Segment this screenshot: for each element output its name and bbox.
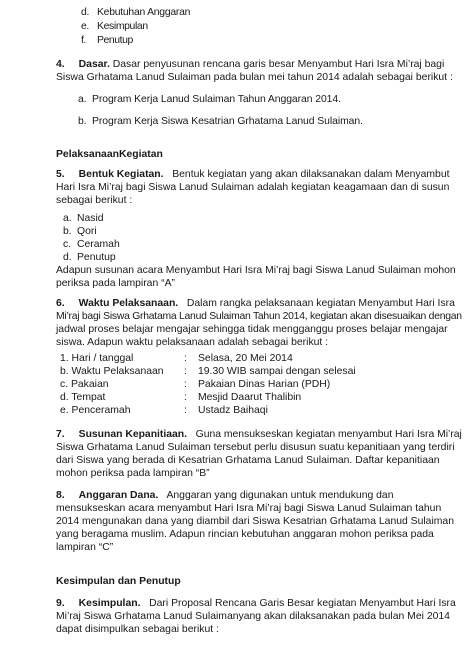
paragraph-heading: Bentuk Kegiatan. xyxy=(78,169,164,180)
paragraph-heading: Waktu Pelaksanaan. xyxy=(78,298,179,309)
paragraph-number: 7. xyxy=(56,429,65,440)
paragraph-number: 9. xyxy=(56,598,65,609)
paragraph-text: Guna mensukseskan kegiatan menyambut Hari Isra Mi’raj xyxy=(195,429,462,440)
paragraph-text: sebagai berikut : xyxy=(56,195,133,206)
paragraph-text: mohon periksa pada lampiran “B” xyxy=(56,468,210,479)
schedule-colon: : xyxy=(184,353,187,364)
paragraph-text: dapat disimpulkan sebagai berikut : xyxy=(56,624,219,635)
paragraph-text: Siswa Grhatama Lanud Sulaiman tersebut perlu disusun suatu kepanitiaan yang terdiri xyxy=(56,442,455,453)
list-item xyxy=(63,251,451,264)
schedule-label: e. Penceramah xyxy=(60,405,131,416)
schedule-value: 19.30 WIB sampai dengan selesai xyxy=(198,366,356,377)
paragraph-text: siswa. Adapun waktu pelaksanaan adalah sebagai berikut : xyxy=(56,337,329,348)
list-item-text: Ceramah xyxy=(77,239,120,250)
schedule-value: Mesjid Daarut Thalibin xyxy=(198,392,302,403)
list-marker: d. xyxy=(81,7,90,18)
paragraph-dasar-line xyxy=(56,58,444,71)
paragraph-heading: Dasar. xyxy=(78,59,110,70)
paragraph-heading: Kesimpulan. xyxy=(78,598,141,609)
list-marker: e. xyxy=(81,21,89,32)
schedule-label: b. Waktu Pelaksanaan xyxy=(60,366,164,377)
list-item-text: Kesimpulan xyxy=(97,21,148,32)
schedule-label: d. Tempat xyxy=(60,392,106,403)
paragraph-text: Anggaran yang digunakan untuk mendukung dan xyxy=(166,490,394,501)
list-item xyxy=(81,34,469,47)
paragraph-text: jadwal proses belajar mengajar sehingga tidak mengganggu proses belajar mengajar xyxy=(56,324,448,335)
schedule-value: Pakaian Dinas Harian (PDH) xyxy=(198,379,331,390)
list-item xyxy=(78,115,466,128)
paragraph-bentuk-line xyxy=(56,168,450,181)
paragraph-number: 5. xyxy=(56,169,65,180)
list-item xyxy=(63,238,451,251)
list-item-text: Nasid xyxy=(77,213,104,224)
schedule-label: c. Pakaian xyxy=(60,379,109,390)
paragraph-text: yang beragama muslim. Adapun rincian kebutuhan anggaran mohon periksa pada xyxy=(56,529,434,540)
list-marker: b. xyxy=(63,226,72,237)
schedule-colon: : xyxy=(184,366,187,377)
paragraph-text: periksa pada lampiran “A” xyxy=(56,278,175,289)
paragraph-text: Mi’raj bagi Siswa Grhatama Lanud Sulaiman Tahun 2014, kegiatan akan disesuaikan dengan xyxy=(56,311,462,322)
paragraph-text: Dasar penyusunan rencana garis besar Menyambut Hari Isra Mi’raj bagi xyxy=(112,59,445,70)
paragraph-text: Mi’raj Siswa Grhatama Lanud Sulaimanyang akan dilaksanakan pada bulan Mei 2014 xyxy=(56,611,450,622)
list-item-text: Program Kerja Siswa Kesatrian Grhatama Lanud Sulaiman. xyxy=(92,116,363,127)
list-marker: a. xyxy=(78,94,87,105)
paragraph-text: Hari Isra Mi’raj bagi Siswa Lanud Sulaiman adalah kegiatan keagamaan dan di susun xyxy=(56,182,450,193)
paragraph-susunan-line xyxy=(56,428,462,441)
schedule-colon: : xyxy=(184,392,187,403)
schedule-label: 1. Hari / tanggal xyxy=(60,353,134,364)
schedule-value: Selasa, 20 Mei 2014 xyxy=(198,353,293,364)
paragraph-text: Siswa Grhatama Lanud Sulaiman pada bulan mei tahun 2014 adalah sebagai berikut : xyxy=(56,72,453,83)
paragraph-number: 8. xyxy=(56,490,65,501)
paragraph-text: dari Siswa yang berada di Kesatrian Grhatama Lanud Sulaiman. Daftar kepanitiaan xyxy=(56,455,440,466)
paragraph-text: lampiran “C” xyxy=(56,542,114,553)
paragraph-heading: Susunan Kepanitiaan. xyxy=(78,429,187,440)
list-marker: d. xyxy=(63,252,72,263)
paragraph-kesimpulan-line xyxy=(56,597,456,610)
paragraph-heading: Anggaran Dana. xyxy=(78,490,159,501)
paragraph-anggaran-line xyxy=(56,489,444,502)
list-item-text: Qori xyxy=(77,226,97,237)
paragraph-waktu-line xyxy=(56,297,455,310)
list-marker: c. xyxy=(63,239,72,250)
list-item-text: Kebutuhan Anggaran xyxy=(97,7,191,18)
list-marker: a. xyxy=(63,213,72,224)
schedule-value: Ustadz Baihaqi xyxy=(198,405,268,416)
schedule-colon: : xyxy=(184,379,187,390)
list-item xyxy=(81,6,469,19)
paragraph-text: 2014 mengunakan dana yang diambil dari Siswa Kesatrian Grhatama Lanud Sulaiman xyxy=(56,516,454,527)
schedule-colon: : xyxy=(184,405,187,416)
list-item xyxy=(63,225,451,238)
paragraph-text: Bentuk kegiatan yang akan dilaksanakan dalam Menyambut xyxy=(172,169,450,180)
paragraph-number: 6. xyxy=(56,298,65,309)
section-heading: Kesimpulan dan Penutup xyxy=(56,576,181,587)
list-item-text: Penutup xyxy=(77,252,116,263)
list-item xyxy=(63,212,451,225)
paragraph-text: Adapun susunan acara Menyambut Hari Isra Mi’raj bagi Siswa Lanud Sulaiman mohon xyxy=(56,265,456,276)
list-marker: f. xyxy=(81,35,86,46)
paragraph-number: 4. xyxy=(56,59,65,70)
list-marker: b. xyxy=(78,116,87,127)
list-item xyxy=(81,20,469,33)
paragraph-text: Dalam rangka pelaksanaan kegiatan Menyambut Hari Isra xyxy=(186,298,455,309)
paragraph-text: mensukseskan acara menyambut Hari Isra Mi’raj bagi Siswa Lanud Sulaiman tahun xyxy=(56,503,442,514)
paragraph-text: Dari Proposal Rencana Garis Besar kegiatan Menyambut Hari Isra xyxy=(149,598,456,609)
list-item-text: Penutup xyxy=(97,35,133,46)
section-heading: PelaksanaanKegiatan xyxy=(56,149,163,160)
list-item xyxy=(78,93,466,106)
list-item-text: Program Kerja Lanud Sulaiman Tahun Anggaran 2014. xyxy=(92,94,341,105)
